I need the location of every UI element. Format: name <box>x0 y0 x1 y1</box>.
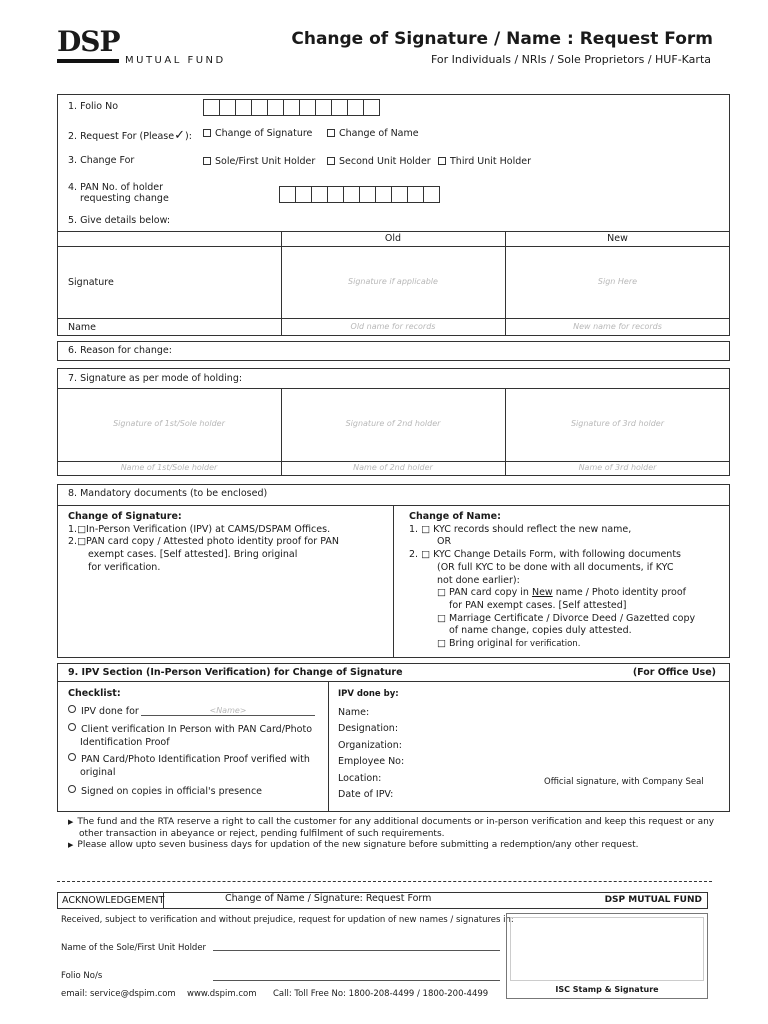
signature-first-holder[interactable]: Signature of 1st/Sole holder <box>113 419 225 428</box>
office-use-label: (For Office Use) <box>632 667 716 678</box>
checkbox-icon[interactable] <box>438 157 446 165</box>
mandatory-docs-label: 8. Mandatory documents (to be enclosed) <box>68 488 268 499</box>
name-first-holder[interactable]: Name of 1st/Sole holder <box>120 463 218 472</box>
radio-icon[interactable] <box>68 705 76 713</box>
radio-icon[interactable] <box>68 753 76 761</box>
checkbox-second-holder[interactable]: Second Unit Holder <box>327 156 431 167</box>
checkbox-change-signature[interactable]: Change of Signature <box>203 128 312 139</box>
signatures-label: 7. Signature as per mode of holding: <box>68 373 243 384</box>
row-name-label: Name <box>68 322 97 333</box>
ack-toll-free: Call: Toll Free No: 1800-208-4499 / 1800-200-4499 <box>273 989 489 999</box>
request-for-label: 2. Request For (Please✓): <box>68 128 192 143</box>
old-signature-field[interactable]: Signature if applicable <box>348 277 438 286</box>
dsp-logo <box>57 27 227 67</box>
radio-icon[interactable] <box>68 723 76 731</box>
isc-stamp-label: ISC Stamp & Signature <box>555 985 659 994</box>
checklist-item-client-verification[interactable]: Client verification In Person with PAN Card/Photo Identification Proof <box>68 723 312 749</box>
signature-second-holder[interactable]: Signature of 2nd holder <box>345 419 441 428</box>
ack-email: email: service@dspim.com <box>61 989 176 999</box>
checkbox-sole-first-holder[interactable]: Sole/First Unit Holder <box>203 156 315 167</box>
logo-bar <box>57 59 119 63</box>
checkbox-icon[interactable] <box>203 129 211 137</box>
ack-company: DSP MUTUAL FUND <box>604 895 702 905</box>
cut-line <box>57 881 712 882</box>
field-location: Location: <box>338 772 382 784</box>
new-signature-field[interactable]: Sign Here <box>597 277 638 286</box>
logo-sub: MUTUAL FUND <box>125 55 226 66</box>
column-old: Old <box>384 233 402 244</box>
official-signature-label: Official signature, with Company Seal <box>544 777 704 787</box>
ack-website: www.dspim.com <box>187 989 257 999</box>
checklist-title: Checklist: <box>68 688 121 699</box>
folio-label: 1. Folio No <box>68 101 119 112</box>
checkbox-change-name[interactable]: Change of Name <box>327 128 419 139</box>
change-for-label: 3. Change For <box>68 155 135 166</box>
isc-stamp-area <box>510 917 704 981</box>
checkbox-icon[interactable] <box>327 157 335 165</box>
checkbox-third-holder[interactable]: Third Unit Holder <box>438 156 531 167</box>
signature-docs-list: Change of Signature: 1.□In-Person Verification (IPV) at CAMS/DSPAM Offices. 2.□PAN card copy / Attested photo identity proof for PAN exempt cases. [Self attested]. Bring original for verification. <box>68 511 339 573</box>
folio-input[interactable] <box>204 99 380 116</box>
checklist-item-pan-verified[interactable]: PAN Card/Photo Identification Proof verified with original <box>68 753 310 779</box>
ack-name-field[interactable] <box>213 950 500 951</box>
checkbox-icon[interactable] <box>327 129 335 137</box>
details-label: 5. Give details below: <box>68 215 171 226</box>
old-name-field[interactable]: Old name for records <box>350 322 436 331</box>
name-docs-list: Change of Name: 1. □ KYC records should reflect the new name, OR 2. □ KYC Change Details Form, with following documents (OR full KYC to be done with all documents, if KYC not done earlier): □ PAN card copy in New name / Photo identity proof for PAN exempt cases. [Self attested] □ Marriage Certificate / Divorce Deed / Gazetted copy of name change, copies duly attested. □ Bring original for verification. <box>409 511 696 650</box>
column-new: New <box>607 233 628 244</box>
field-date-of-ipv: Date of IPV: <box>338 789 394 801</box>
field-organization: Organization: <box>338 739 402 751</box>
field-employee-no: Employee No: <box>338 756 405 768</box>
bullet-triangle-icon: ▶ <box>68 818 74 826</box>
ipv-section-label: 9. IPV Section (In-Person Verification) for Change of Signature <box>68 667 403 678</box>
field-designation: Designation: <box>338 723 399 735</box>
checklist-item-signed-copies[interactable]: Signed on copies in official's presence <box>68 785 262 797</box>
name-second-holder[interactable]: Name of 2nd holder <box>353 463 433 472</box>
radio-icon[interactable] <box>68 785 76 793</box>
signature-third-holder[interactable]: Signature of 3rd holder <box>570 419 665 428</box>
ack-form-name: Change of Name / Signature: Request Form <box>225 893 432 904</box>
logo-main: DSP <box>57 25 120 58</box>
ack-folio-field[interactable] <box>213 980 500 981</box>
reason-label: 6. Reason for change: <box>68 345 172 356</box>
new-name-field[interactable]: New name for records <box>573 322 662 331</box>
ipv-officer-fields <box>338 705 404 803</box>
field-name: Name: <box>338 707 370 718</box>
ack-folio-label: Folio No/s <box>61 971 103 981</box>
checklist-item-ipv-done[interactable]: IPV done for <box>68 705 139 717</box>
name-third-holder[interactable]: Name of 3rd holder <box>578 463 657 472</box>
ipv-done-by-label: IPV done by: <box>338 689 399 699</box>
pan-label: 4. PAN No. of holder requesting change <box>68 182 169 204</box>
ack-title: ACKNOWLEDGEMENT <box>62 895 165 906</box>
row-signature-label: Signature <box>68 277 114 288</box>
pan-input[interactable] <box>280 186 440 203</box>
ack-received-text: Received, subject to verification and without prejudice, request for updation of new names / signatures in: <box>61 915 514 925</box>
form-title: Change of Signature / Name : Request Form <box>291 29 713 49</box>
form-subtitle: For Individuals / NRIs / Sole Proprietors / HUF-Karta <box>431 53 711 66</box>
checkbox-icon[interactable] <box>203 157 211 165</box>
bullet-triangle-icon: ▶ <box>68 841 74 849</box>
ipv-name-field[interactable]: <Name> <box>209 706 247 715</box>
notes: ▶ The fund and the RTA reserve a right to call the customer for any additional documents or in-person verification and keep this request or any other transaction in abeyance or reject, pending fulfilment of such requirements. ▶ Please allow upto seven business days for updation of the new signature before submitting a redemption/any other request. <box>68 817 715 850</box>
ack-name-label: Name of the Sole/First Unit Holder <box>61 943 207 953</box>
